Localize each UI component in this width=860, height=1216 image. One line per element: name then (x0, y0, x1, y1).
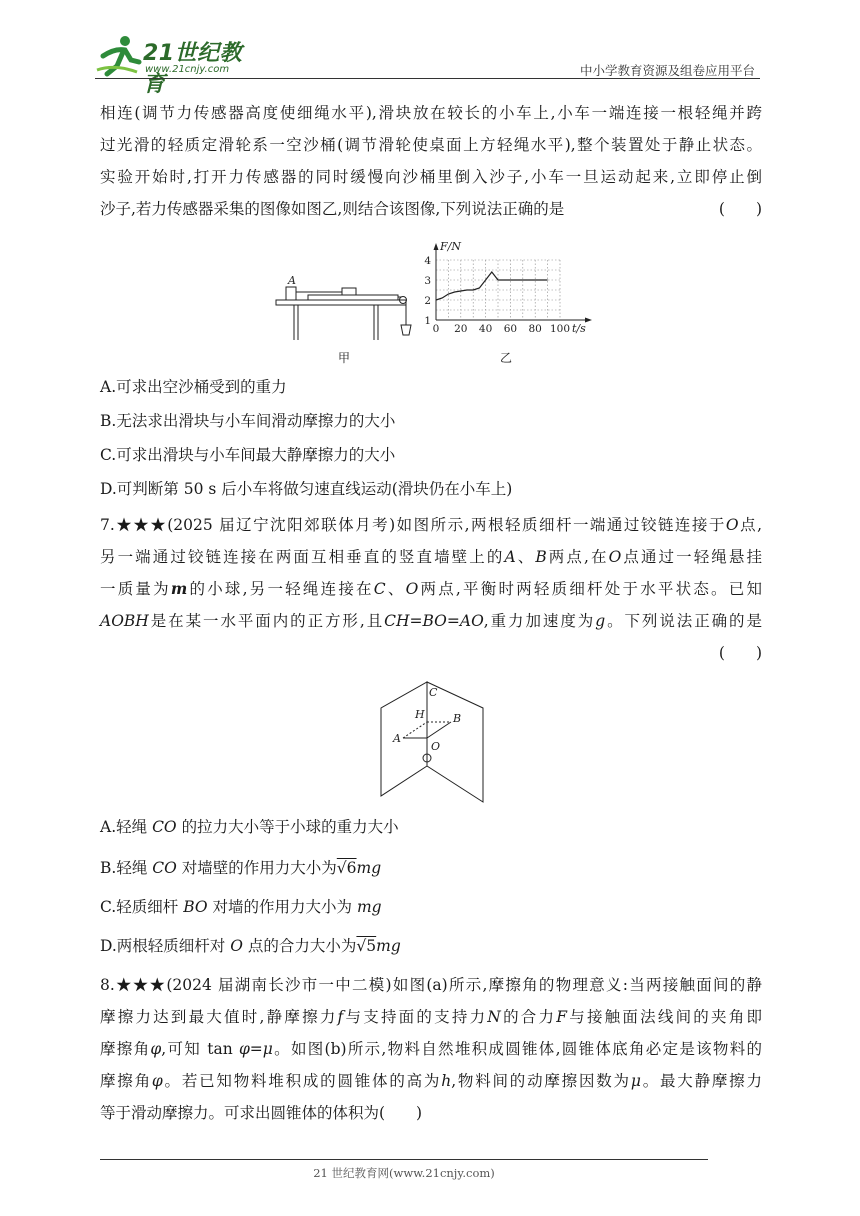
header-divider (95, 78, 760, 79)
y-tick-label: 2 (424, 295, 431, 307)
q8-l4-a: 摩擦角 (100, 1072, 152, 1090)
site-logo (95, 34, 255, 97)
var-a: A (504, 548, 516, 566)
var-mg: mg (356, 898, 382, 916)
slider-block (342, 288, 356, 295)
fig-jia-caption: 甲 (338, 351, 351, 365)
eq-ch-bo-ao: CH=BO=AO (384, 612, 484, 630)
q7-optb-b: 对墙壁的作用力大小为 (181, 859, 337, 877)
var-F: F (556, 1008, 568, 1026)
footer-text: 21 世纪教育网(www.21cnjy.com) (313, 1166, 495, 1180)
q8-line-3 (100, 1033, 762, 1065)
sqrt-6: √6 (336, 859, 357, 877)
var-f: f (337, 1008, 344, 1026)
q7-line-2-a: 另一端通过铰链连接在两面互相垂直的竖直墙壁上的 (100, 548, 505, 566)
q6-line-3: 实验开始时,打开力传感器的同时缓慢向沙桶里倒入沙子,小车一旦运动起来,立即停止倒 (100, 168, 762, 186)
y-axis-arrow (434, 243, 439, 250)
x-tick-label: 20 (454, 323, 468, 335)
chart-axes (434, 243, 593, 323)
var-phi: φ (238, 1040, 250, 1058)
var-g: g (595, 612, 606, 630)
var-mu: μ (262, 1040, 273, 1058)
q6-answer-paren: ( ) (718, 200, 762, 218)
var-o: O (230, 937, 243, 955)
q6-line-4 (100, 193, 762, 225)
q8-line-5: 等于滑动摩擦力。可求出圆锥体的体积为( ) (100, 1104, 423, 1122)
q6-option-a: A.可求出空沙桶受到的重力 (100, 378, 287, 396)
q8-line-4 (100, 1065, 762, 1097)
q7-line-4-a: 是在某一水平面内的正方形,且 (148, 612, 385, 630)
var-c: C (373, 580, 386, 598)
var-o: O (608, 548, 622, 566)
q6-option-d: D.可判断第 50 s 后小车将做匀速直线运动(滑块仍在小车上) (100, 480, 513, 498)
q7-line-1-end: 点, (738, 516, 763, 534)
q6-line-1: 相连(调节力传感器高度使细绳水平),滑块放在较长的小车上,小车一端连接一根轻绳并跨 (100, 104, 762, 122)
q8-l4-d: 。最大静摩擦力 (640, 1072, 762, 1090)
label-b: B (453, 712, 462, 725)
cart (308, 295, 398, 300)
var-mu: μ (630, 1072, 641, 1090)
fig-jia-label-a: A (288, 274, 296, 287)
var-h: h (441, 1072, 452, 1090)
label-o: O (431, 740, 441, 753)
q6-option-b: B.无法求出滑块与小车间滑动摩擦力的大小 (100, 412, 396, 430)
q7-stem (100, 509, 762, 669)
q7-option-a (100, 815, 399, 837)
q7-line-3-c: 两点,平衡时两轻质细杆处于水平状态。已知 (418, 580, 762, 598)
q7-line-1-text: 7.★★★(2025 届辽宁沈阳郊联体月考)如图所示,两根轻质细杆一端通过铰链连接于 (100, 516, 726, 534)
y-tick-labels (424, 255, 431, 327)
x-tick-label: 40 (478, 323, 493, 335)
q7-optd-a: D.两根轻质细杆对 (100, 937, 226, 955)
q7-line-2 (100, 541, 762, 573)
var-o: O (405, 580, 419, 598)
x-tick-labels (433, 323, 570, 335)
q7-line-3-b: 的小球,另一轻绳连接在 (187, 580, 374, 598)
label-a: A (393, 732, 401, 745)
var-co: CO (152, 818, 177, 836)
q6-line-2: 过光滑的轻质定滑轮系一空沙桶(调节滑轮使桌面上方轻绳水平),整个装置处于静止状态。 (100, 136, 762, 154)
x-tick-label: 60 (503, 323, 518, 335)
y-tick-label: 1 (424, 315, 431, 327)
q8-l4-c: ,物料间的动摩擦因数为 (451, 1072, 631, 1090)
figure-jia-apparatus (272, 270, 418, 370)
sep: 、 (385, 580, 406, 598)
q7-line-4 (100, 605, 762, 637)
q7-option-b (100, 856, 381, 878)
q6-option-c: C.可求出滑块与小车间最大静摩擦力的大小 (100, 446, 396, 464)
sand-bucket (401, 325, 411, 335)
q7-line-2-b: 两点,在 (546, 548, 609, 566)
q7-line-1 (100, 509, 762, 541)
label-c: C (429, 686, 438, 699)
y-axis-label: F/N (440, 240, 461, 253)
q7-line-4-c: 。下列说法正确的是 (605, 612, 762, 630)
q8-line-2 (100, 1001, 762, 1033)
x-tick-label: 0 (432, 323, 440, 335)
var-o: O (725, 516, 739, 534)
q8-l3-a: 摩擦角 (100, 1040, 151, 1058)
x-axis-arrow (585, 318, 592, 323)
q7-option-c (100, 895, 382, 917)
q7-optc-b: 对墙的作用力大小为 (212, 898, 353, 916)
q7-line-3 (100, 573, 762, 605)
sqrt-5: √5 (356, 937, 377, 955)
figure-yi-chart (420, 238, 595, 366)
q8-l2-d: 与接触面法线间的夹角即 (567, 1008, 762, 1026)
logo-text: 21世纪教育 (143, 41, 243, 97)
var-m: m (170, 579, 188, 598)
chart-grid (436, 260, 560, 320)
var-phi: φ (151, 1072, 163, 1090)
var-n: N (487, 1008, 501, 1026)
fig-yi-caption: 乙 (500, 351, 513, 365)
var-aobh: AOBH (100, 612, 149, 630)
x-tick-label: 100 (549, 323, 571, 335)
sep: 、 (515, 548, 536, 566)
q7-optc-a: C.轻质细杆 (100, 898, 179, 916)
q7-line-4-b: ,重力加速度为 (483, 612, 596, 630)
footer-divider (100, 1159, 708, 1160)
var-bo: BO (183, 898, 208, 916)
q8-line-1: 8.★★★(2024 届湖南长沙市一中二模)如图(a)所示,摩擦角的物理意义:当两接触面间的静 (100, 976, 762, 994)
header-platform-name: 中小学教育资源及组卷应用平台 (579, 63, 755, 78)
figure-q7-walls (375, 678, 489, 812)
q7-option-d (100, 934, 401, 956)
q8-l2-c: 的合力 (500, 1008, 557, 1026)
table-top (276, 300, 406, 305)
q8-l4-b: 。若已知物料堆积成的圆锥体的高为 (162, 1072, 442, 1090)
q8-l3-b: ,可知 tan (161, 1040, 239, 1058)
label-h: H (415, 708, 425, 721)
y-tick-label: 3 (424, 275, 431, 287)
y-tick-label: 4 (424, 255, 431, 267)
var-co: CO (152, 859, 177, 877)
q8-l2-a: 摩擦力达到最大值时,静摩擦力 (100, 1008, 338, 1026)
var-phi: φ (150, 1040, 162, 1058)
logo-url: www.21cnjy.com (145, 64, 230, 75)
q7-line-2-c: 点通过一轻绳悬挂 (621, 548, 762, 566)
x-axis-label: t/s (572, 322, 586, 335)
var-mg: mg (376, 937, 401, 955)
q7-opta-b: 的拉力大小等于小球的重力大小 (181, 818, 399, 836)
force-time-curve (436, 272, 548, 300)
q7-optd-b: 点的合力大小为 (247, 937, 357, 955)
q8-l3-d: 。如图(b)所示,物料自然堆积成圆锥体,圆锥体底角必定是该物料的 (272, 1040, 762, 1058)
q8-l2-b: 与支持面的支持力 (343, 1008, 488, 1026)
q6-stem (100, 97, 762, 225)
runner-logo-icon (95, 34, 143, 78)
q7-optb-a: B.轻绳 (100, 859, 148, 877)
var-mg: mg (356, 859, 382, 877)
q8-l3-c: = (249, 1040, 263, 1058)
x-tick-label: 80 (528, 323, 542, 335)
q7-line-3-a: 一质量为 (100, 580, 171, 598)
q6-line-4-text: 沙子,若力传感器采集的图像如图乙,则结合该图像,下列说法正确的是 (100, 200, 565, 218)
q7-opta-a: A.轻绳 (100, 818, 148, 836)
var-b: B (535, 548, 547, 566)
q8-stem (100, 969, 762, 1129)
left-wall (381, 682, 427, 796)
q7-answer-paren: ( ) (718, 644, 762, 662)
force-sensor (286, 287, 296, 300)
q7-line-5 (100, 637, 762, 669)
